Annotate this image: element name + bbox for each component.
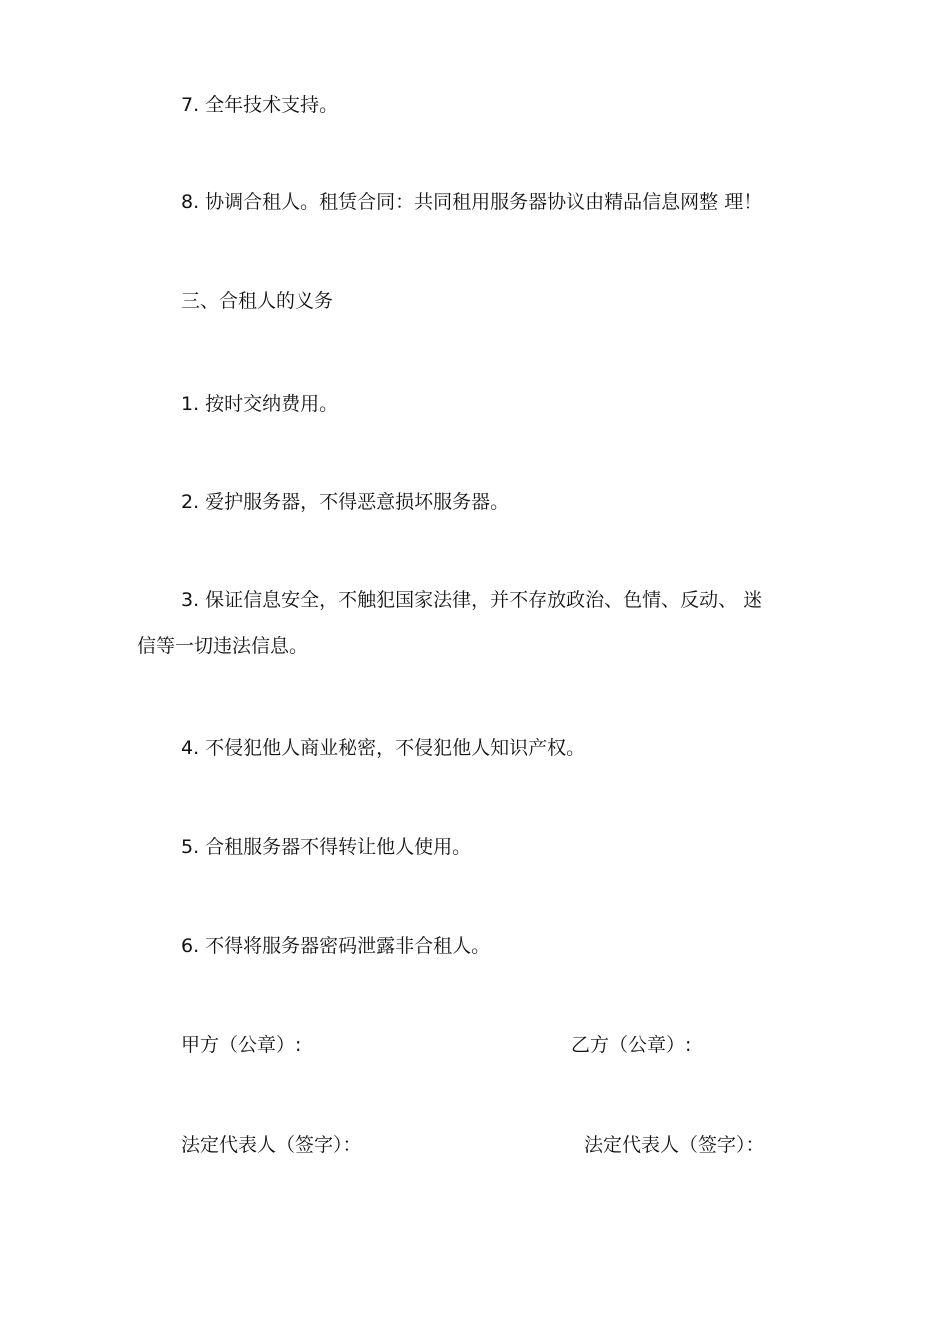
- duty-3-line-2: 信等一切违法信息。: [137, 635, 309, 657]
- duty-3-line-1: 3. 保证信息安全，不触犯国家法律，并不存放政治、色情、反动、 迷: [181, 589, 763, 611]
- duty-2: 2. 爱护服务器，不得恶意损坏服务器。: [181, 491, 510, 513]
- party-a-representative-label: 法定代表人（签字）：: [181, 1134, 362, 1156]
- duty-5: 5. 合租服务器不得转让他人使用。: [181, 836, 472, 858]
- party-b-representative-label: 法定代表人（签字）：: [584, 1134, 765, 1156]
- party-b-seal-label: 乙方（公章）:: [571, 1034, 692, 1056]
- party-a-seal-label: 甲方（公章）:: [181, 1034, 302, 1056]
- duty-1: 1. 按时交纳费用。: [181, 393, 339, 415]
- duty-6: 6. 不得将服务器密码泄露非合租人。: [181, 935, 491, 957]
- duty-4: 4. 不侵犯他人商业秘密，不侵犯他人知识产权。: [181, 737, 586, 759]
- clause-7: 7. 全年技术支持。: [181, 94, 339, 116]
- clause-8: 8. 协调合租人。租赁合同：共同租用服务器协议由精品信息网整 理！: [181, 191, 763, 213]
- section-3-heading: 三、合租人的义务: [181, 290, 334, 312]
